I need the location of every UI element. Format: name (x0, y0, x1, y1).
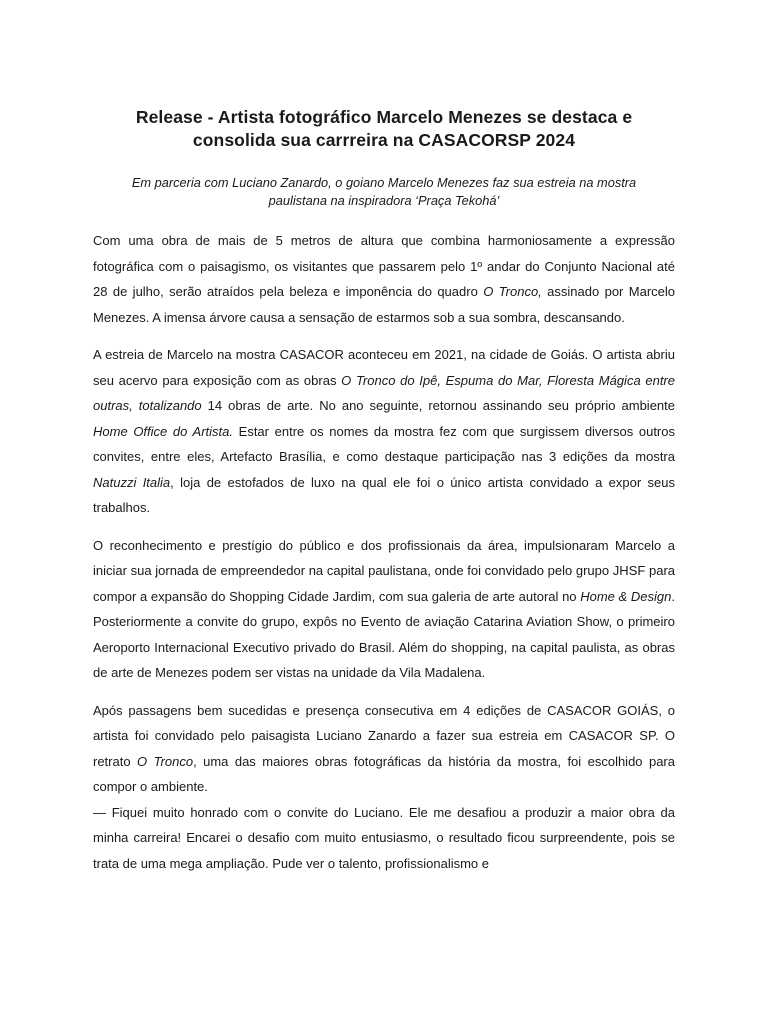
p1-text-a: Com uma obra de mais de 5 metros de altura que combina harmoniosamente a expressão fotográfica com o paisagismo, os visitantes que passarem pelo 1º andar do Conjunto Nacional até 28 de julho, serão atraídos pela beleza e imponência do quadro (93, 233, 675, 299)
p3-text-b: . Posteriormente a convite do grupo, expôs no Evento de aviação Catarina Aviation Show, o primeiro Aeroporto Internacional Executivo privado do Brasil. Além do shopping, na capital paulista, as obras de arte de Menezes podem ser vistas na unidade da Vila Madalena. (93, 588, 675, 680)
p4-italic-1: O Tronco (137, 753, 194, 769)
p2-text-b: 14 obras de arte. No ano seguinte, retornou assinando seu próprio ambiente (201, 398, 676, 413)
paragraph-3 (93, 533, 675, 686)
p3-text-a: O reconhecimento e prestígio do público e dos profissionais da área, impulsionaram Marcelo a iniciar sua jornada de empreendedor na capital paulistana, onde foi convidado pelo grupo JHSF para compor a expansão do Shopping Cidade Jardim, com sua galeria de arte autoral no (93, 537, 675, 604)
p3-italic-1: Home & Design (580, 588, 672, 604)
p2-italic-2: Home Office do Artista. (93, 423, 233, 439)
document-title (93, 106, 675, 152)
p2-italic-3: Natuzzi Italia (93, 474, 171, 490)
document-subtitle (93, 174, 675, 210)
title-line-1: Release - Artista fotográfico Marcelo Menezes se destaca e (135, 107, 633, 127)
subtitle-line-1: Em parceria com Luciano Zanardo, o goiano Marcelo Menezes faz sua estreia na mostra (131, 175, 637, 190)
p2-text-a: A estreia de Marcelo na mostra CASACOR aconteceu em 2021, na cidade de Goiás. O artista abriu seu acervo para exposição com as obras (93, 347, 675, 388)
p2-italic-1: O Tronco do Ipê, Espuma do Mar, Floresta Mágica entre outras, totalizando (93, 372, 675, 413)
p2-text-d: , loja de estofados de luxo na qual ele foi o único artista convidado a expor seus trabalhos. (93, 474, 675, 515)
title-line-2: consolida sua carrreira na CASACORSP 2024 (192, 130, 576, 150)
p4-text-a: Após passagens bem sucedidas e presença consecutiva em 4 edições de CASACOR GOIÁS, o artista foi convidado pelo paisagista Luciano Zanardo a fazer sua estreia em CASACOR SP. O retrato (93, 702, 675, 769)
p2-text-c: Estar entre os nomes da mostra fez com que surgissem diversos outros convites, entre eles, Artefacto Brasília, e como destaque participação nas 3 edições da mostra (93, 423, 675, 464)
p1-text-b: assinado por Marcelo Menezes. A imensa árvore causa a sensação de estarmos sob a sua sombra, descansando. (93, 284, 675, 325)
paragraph-4 (93, 698, 675, 800)
paragraph-1 (93, 228, 675, 330)
paragraph-5-quote: — Fiquei muito honrado com o convite do Luciano. Ele me desafiou a produzir a maior obra da minha carreira! Encarei o desafio com muito entusiasmo, o resultado ficou surpreendente, pois se trata de uma mega ampliação. Pude ver o talento, profissionalismo e (93, 804, 675, 871)
p1-italic-1: O Tronco, (483, 284, 542, 299)
paragraph-2 (93, 342, 675, 521)
subtitle-line-2: paulistana na inspiradora ‘Praça Tekohá’ (268, 193, 500, 208)
p4-text-b: , uma das maiores obras fotográficas da história da mostra, foi escolhido para compor o ambiente. (93, 753, 675, 794)
